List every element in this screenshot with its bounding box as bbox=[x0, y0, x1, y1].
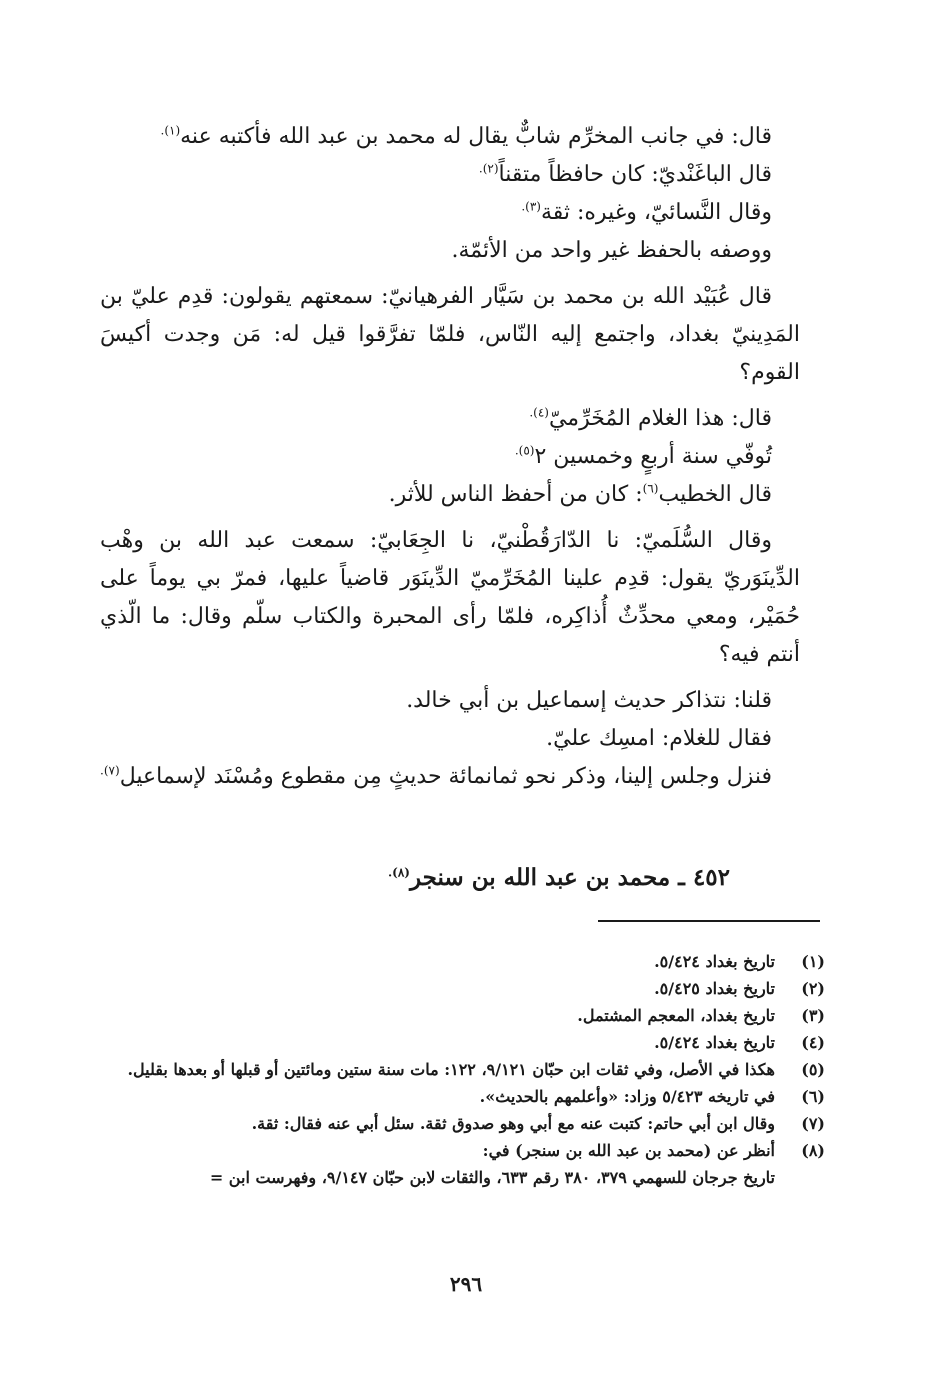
footnote bbox=[100, 1164, 825, 1191]
footnotes bbox=[100, 948, 825, 1191]
text-line: وقال النَّسائيّ، وغيره: ثقة$^{(٣).}$ bbox=[521, 199, 772, 225]
footnote-number: (٤) bbox=[801, 1033, 825, 1052]
footnote-ref: (٥). bbox=[514, 443, 535, 458]
footnote-text: تاريخ جرجان للسهمي ٣٧٩، ٣٨٠ رقم ٦٣٣، والثقات لابن حبّان ٩/١٤٧، وفهرست ابن = bbox=[209, 1168, 775, 1187]
text-line: تُوفّي سنة أربعٍ وخمسين $٢^{(٥).}$ bbox=[514, 443, 772, 469]
footnote-text: وقال ابن أبي حاتم: كتبت عنه مع أبي وهو صدوق ثقة. سئل أبي عنه فقال: ثقة. bbox=[251, 1114, 775, 1133]
footnote bbox=[100, 1083, 825, 1110]
text-line: قال: هذا الغلام المُخَرِّميّ$^{(٤).}$ bbox=[529, 405, 772, 431]
footnote-ref: (٦) bbox=[642, 481, 659, 496]
page-number: ٢٩٦ bbox=[449, 1272, 483, 1296]
text-line: فقال للغلام: امسِك عليّ. bbox=[546, 726, 772, 751]
footnote bbox=[100, 1056, 825, 1083]
footnote-number: (٨) bbox=[801, 1141, 825, 1160]
text-line: قال: في جانب المخرِّم شابٌّ يقال له محمد بن عبد الله فأكتبه عنه$^{(١).}$ bbox=[160, 123, 772, 149]
footnote-ref: (٨). bbox=[387, 865, 410, 880]
text-line: ووصفه بالحفظ غير واحد من الأئمّة. bbox=[451, 238, 772, 263]
footnote bbox=[100, 1110, 825, 1137]
footnote-ref: (٣). bbox=[521, 199, 541, 214]
paragraph: وقال السُّلَميّ: نا الدّارَقُطْنيّ، نا الجِعَابيّ: سمعت عبد الله بن وهْب الدِّينَوَريّ يقول: قدِم علينا المُخَرِّميّ الدِّينَوَر قاضياً عليها، فمرّ بي يوماً على حُمَيْر، ومعي محدِّثٌ أُذاكِره، فلمّا رأى المحبرة والكتاب سلّم وقال: ما الّذي أنتم فيه؟ bbox=[100, 528, 800, 667]
footnote-text: في تاريخه ٥/٤٢٣ وزاد: «وأعلمهم بالحديث». bbox=[479, 1087, 775, 1106]
footnote-ref: (٧). bbox=[100, 763, 120, 778]
footnote-text: تاريخ بغداد ٥/٤٢٥. bbox=[654, 979, 775, 998]
text-line: قال الخطيب$^{(٦)}$: كان من أحفظ الناس للأثر. bbox=[388, 481, 772, 507]
footnote bbox=[100, 1029, 825, 1056]
footnote-text: تاريخ بغداد ٥/٤٢٤. bbox=[654, 1033, 775, 1052]
footnote-ref: (٢). bbox=[478, 161, 499, 176]
footnote-ref: (١). bbox=[160, 123, 181, 138]
footnote-number: (٦) bbox=[801, 1087, 825, 1106]
footnote-number: (٥) bbox=[801, 1060, 825, 1079]
footnote-text: تاريخ بغداد ٥/٤٢٤. bbox=[654, 952, 775, 971]
footnote-number: (٧) bbox=[801, 1114, 825, 1133]
paragraph: قال عُبَيْد الله بن محمد بن سَيَّار الفرهيانيّ: سمعتهم يقولون: قدِم عليّ بن المَدِينيّ بغداد، واجتمع إليه النّاس، فلمّا تفرَّقوا قيل له: مَن وجدت أكيسَ القوم؟ bbox=[100, 284, 800, 385]
footnote bbox=[100, 948, 825, 975]
footnote-number bbox=[775, 1164, 825, 1191]
footnote bbox=[100, 1002, 825, 1029]
footnote-divider bbox=[598, 920, 820, 922]
main-text bbox=[100, 118, 800, 796]
text-line: قلنا: نتذاكر حديث إسماعيل بن أبي خالد. bbox=[406, 688, 772, 713]
entry-heading: ٤٥٢ ـ محمد بن عبد الله بن سنجر$^{(٨).}$ bbox=[387, 864, 730, 891]
footnote-text: تاريخ بغداد، المعجم المشتمل. bbox=[577, 1006, 775, 1025]
footnote-text: أنظر عن (محمد بن عبد الله بن سنجر) في: bbox=[482, 1141, 775, 1160]
footnote-text: هكذا في الأصل، وفي ثقات ابن حبّان ٩/١٢١، ١٢٢: مات سنة ستين ومائتين أو قبلها أو بعدها بقليل. bbox=[127, 1060, 775, 1079]
text-line: قال الباغَنْديّ: كان حافظاً متقناً$^{(٢).}$ bbox=[478, 161, 772, 187]
footnote-ref: (٤). bbox=[529, 405, 549, 420]
footnote bbox=[100, 1137, 825, 1164]
paragraph: فنزل وجلس إلينا، وذكر نحو ثمانمائة حديثٍ مِن مقطوع ومُسْنَد لإسماعيل$^{(٧).}$ bbox=[100, 763, 772, 789]
footnote-number: (٣) bbox=[801, 1006, 825, 1025]
footnote bbox=[100, 975, 825, 1002]
footnote-number: (١) bbox=[801, 952, 825, 971]
footnote-number: (٢) bbox=[801, 979, 825, 998]
